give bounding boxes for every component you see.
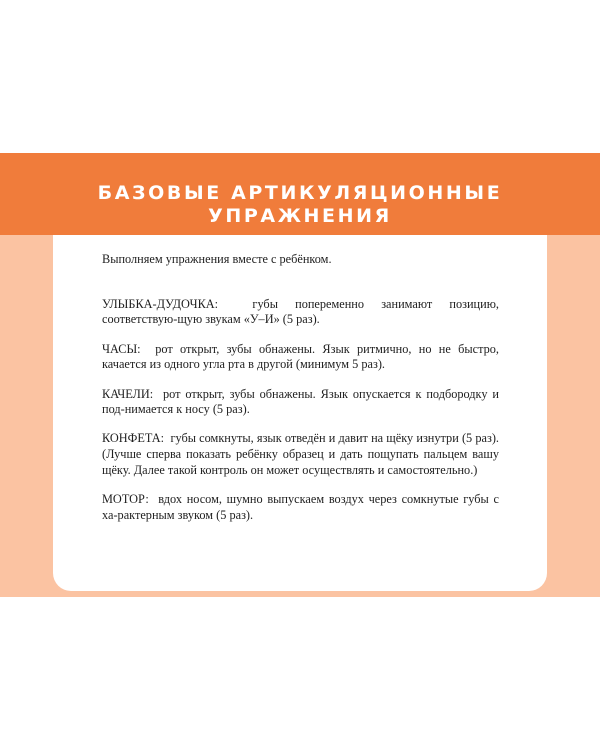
exercise-text: губы попеременно занимают позицию, соответствую-щую звукам «У–И» (5 раз).: [102, 296, 499, 327]
title-line-2: УПРАЖНЕНИЯ: [208, 205, 392, 227]
page-title: [0, 182, 600, 228]
exercise-name: КАЧЕЛИ:: [102, 386, 154, 401]
exercise-item: [102, 431, 499, 478]
exercise-text: рот открыт, зубы обнажены. Язык ритмично, но не быстро, качается из одного угла рта в другой (минимум 5 раз).: [102, 341, 499, 372]
intro-text: Выполняем упражнения вместе с ребёнком.: [102, 252, 332, 266]
page-card: [0, 153, 600, 597]
exercise-text: вдох носом, шумно выпускаем воздух через сомкнутые губы с ха-рактерным звуком (5 раз).: [102, 492, 499, 522]
exercise-text: рот открыт, зубы обнажены. Язык опускается к подбородку и под-нимается к носу (5 раз).: [102, 386, 499, 417]
exercise-name: ЧАСЫ:: [102, 341, 141, 356]
title-line-1: БАЗОВЫЕ АРТИКУЛЯЦИОННЫЕ: [97, 182, 503, 204]
header-band: [0, 153, 600, 235]
page-number: 10: [286, 548, 314, 570]
exercise-name: МОТОР:: [102, 492, 149, 507]
exercise-item: [102, 297, 499, 328]
exercise-name: КОНФЕТА:: [102, 431, 165, 446]
exercise-text: губы сомкнуты, язык отведён и давит на щёку изнутри (5 раз). (Лучше сперва показать ребёнку образец и дать пощупать пальцем вашу щёку. Далее такой контроль он может осуществлять и самостоятельно.): [102, 431, 500, 477]
exercise-name: УЛЫБКА-ДУДОЧКА:: [102, 296, 219, 311]
exercise-item: [102, 387, 499, 418]
exercise-item: [102, 342, 499, 373]
exercise-item: [102, 492, 499, 523]
content-panel: [53, 235, 547, 591]
